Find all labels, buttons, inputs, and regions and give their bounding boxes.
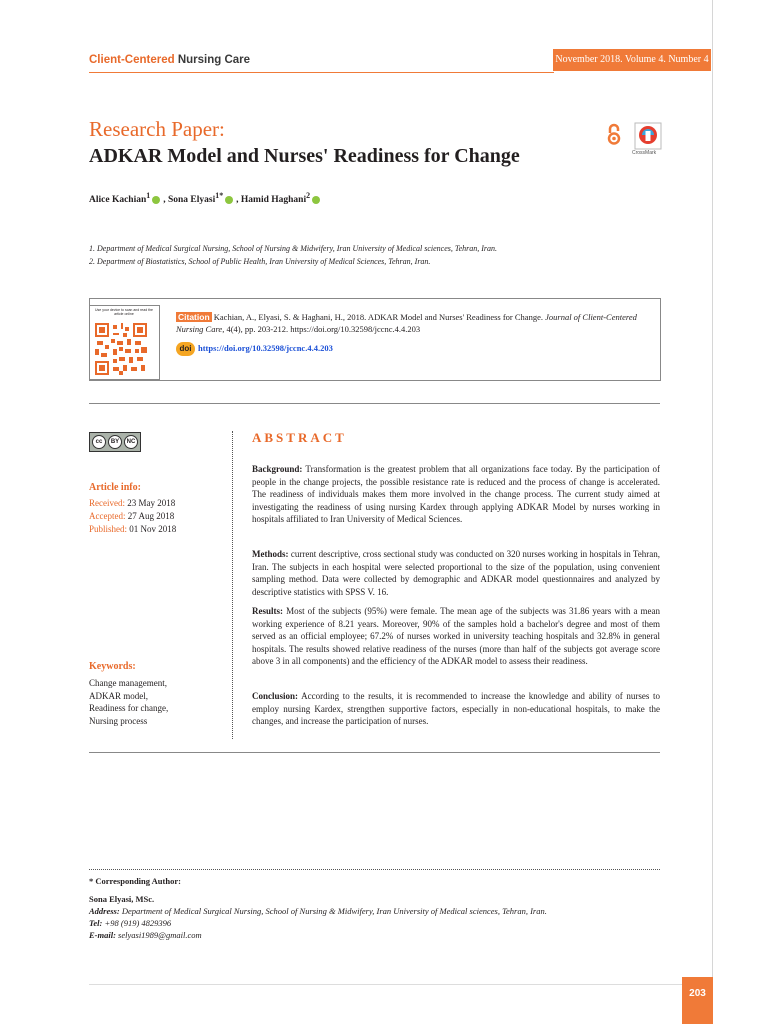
accepted-date: Accepted: 27 Aug 2018: [89, 511, 175, 521]
corresponding-label: * Corresponding Author:: [89, 876, 181, 886]
footer-rule: [89, 984, 682, 985]
abstract-background: Background: Transformation is the greatest problem that all organizations face today. By the participation of people in the change projects, the possible resistance rate is reduced and the process of change is accelerated. The readiness of individuals makes them more involved in the change process. The current study aimed at investigating the readiness of using nursing Kardex through applying ADKAR Model by nurses working in hospitals affiliated to Iran University of Medical Sciences.: [252, 464, 660, 525]
orcid-icon[interactable]: [312, 196, 320, 204]
author-name: Hamid Haghani: [240, 195, 307, 206]
published-date: Published: 01 Nov 2018: [89, 524, 177, 534]
citation-label: Citation: [178, 312, 210, 322]
crossmark-icon[interactable]: [634, 122, 662, 152]
received-date: Received: 23 May 2018: [89, 498, 176, 508]
doi-icon: doi: [176, 342, 195, 356]
corresponding-email[interactable]: E-mail: selyasi1989@gmail.com: [89, 930, 202, 940]
orcid-icon[interactable]: [225, 196, 233, 204]
author-name: Sona Elyasi: [167, 195, 216, 206]
author-list: Alice Kachian$^1$ , Sona Elyasi$^{1*}$ , Hamid Haghani$^2$: [89, 191, 323, 205]
paper-title: ADKAR Model and Nurses' Readiness for Change: [89, 145, 520, 167]
header-rule: [89, 72, 554, 73]
open-access-icon: [606, 123, 622, 147]
qr-code-icon[interactable]: [95, 323, 147, 375]
corresponding-name: Sona Elyasi, MSc.: [89, 894, 155, 904]
crossmark-label: CrossMark: [632, 150, 657, 156]
citation-text: Citation Kachian, A., Elyasi, S. & Haghani, H., 2018. ADKAR Model and Nurses' Readiness for Change. Journal of Client-Centered Nursing Care, 4(4), pp. 203-212. https://doi.org/10.32598/jccnc.4.4.203: [176, 312, 637, 334]
keyword: Nursing process: [89, 715, 148, 726]
page-number-tab: [682, 977, 713, 1024]
article-info-label: Article info:: [89, 482, 141, 493]
corresponding-address: Address: Department of Medical Surgical Nursing, School of Nursing & Midwifery, Iran University of Medical sciences, Tehran, Iran.: [89, 906, 547, 916]
footnote-rule: [89, 869, 660, 870]
qr-caption: Use your device to scan and read the article online: [95, 308, 153, 316]
abstract-results: Results: Most of the subjects (95%) were female. The mean age of the subjects was 31.86 years with a mean working experience of 8.21 years. Moreover, 90% of the samples hold a bachelor's degree and most of them served as an official employee; 67.2% of nurses worked in university teaching hospitals and 32.8% in general hospitals. The results showed relative readiness of the nurses (more than half of the subjects got average score above 3 in all components) and the efficiency of the ADKAR model to assess their readiness.: [252, 606, 660, 667]
keyword: ADKAR model,: [89, 690, 148, 701]
section-divider: [89, 752, 660, 753]
abstract-methods: Methods: current descriptive, cross sectional study was conducted on 320 nurses working in hospitals in Tehran, Iran. The subjects in each hospital were selected proportional to the size of the population, using convenient sampling method. Data were collected by demographic and ADKAR model questionnaires and analyzed by descriptive statistics with SPSS V. 16.: [252, 549, 660, 597]
article-type: Research Paper:: [89, 117, 225, 141]
doi-link[interactable]: https://doi.org/10.32598/jccnc.4.4.203: [198, 343, 333, 353]
keyword: Change management,: [89, 678, 167, 688]
keyword: Readiness for change,: [89, 703, 169, 713]
journal-name: Client-Centered Nursing Care: [89, 54, 251, 66]
abstract-conclusion: Conclusion: According to the results, it is recommended to increase the knowledge and ability of nurses to employ nursing Kardex, strengthen supportive factors, especially in non-educational hospitals, to make the changes, and increase the participation of nurses.: [252, 691, 660, 727]
corresponding-tel: Tel: +98 (919) 4829396: [89, 918, 172, 928]
orcid-icon[interactable]: [152, 196, 160, 204]
affiliation: 1. Department of Medical Surgical Nursing, School of Nursing & Midwifery, Iran University of Medical sciences, Tehran, Iran.: [89, 244, 498, 253]
affiliation: 2. Department of Biostatistics, School of Public Health, Iran University of Medical Sciences, Tehran, Iran.: [89, 257, 431, 266]
section-divider: [89, 403, 660, 404]
margin-line: [712, 0, 713, 1024]
abstract-heading: ABSTRACT: [252, 430, 347, 445]
issue-banner: November 2018. Volume 4. Number 4: [553, 49, 711, 71]
page-number: 203: [689, 988, 706, 999]
keyword-list: [89, 677, 168, 727]
author-name: Alice Kachian: [89, 195, 147, 206]
keywords-label: Keywords:: [89, 661, 136, 672]
cc-license-icon[interactable]: cc BY NC: [89, 432, 141, 452]
article-dates: [89, 497, 176, 536]
column-divider: [232, 431, 233, 739]
